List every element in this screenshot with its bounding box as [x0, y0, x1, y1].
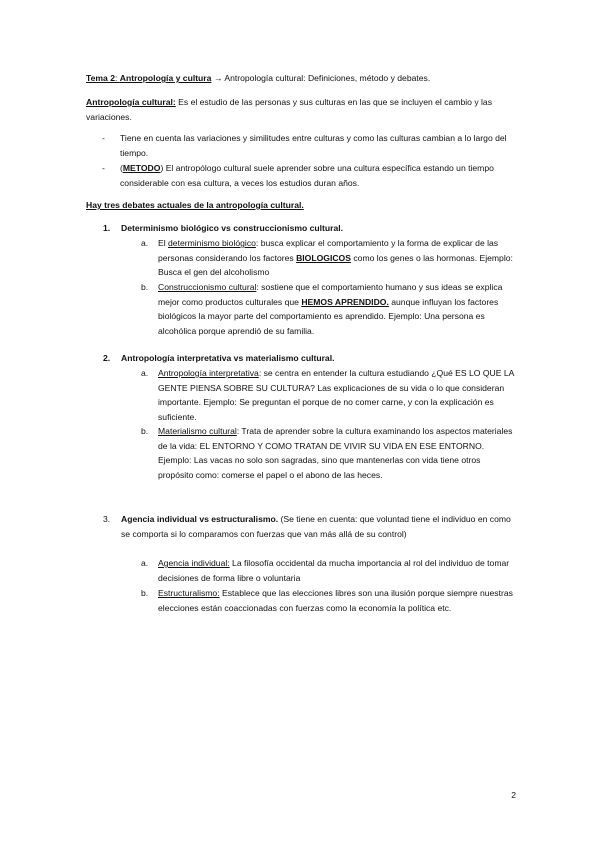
debate-subitem: [141, 556, 516, 585]
sub-term: determinismo biológico: [168, 238, 256, 248]
sub-text: [158, 424, 516, 482]
sub-pre: El: [158, 238, 169, 248]
debate-title-text: [121, 512, 516, 541]
topic-subtitle: Antropología cultural: Definiciones, método y debates.: [224, 73, 431, 83]
sub-letter: a.: [141, 238, 149, 248]
sub-term: Construccionismo cultural: [158, 282, 257, 292]
debate-subitem: [141, 586, 516, 615]
sub-body: : se centra en entender la cultura estudiando ¿Qué ES LO QUE LA GENTE PIENSA SOBRE SU CULTURA? Las explicaciones de su vida o lo que consideran importante. Ejemplo: Se preguntan el porque de no comer carne, y con la explicación es suficiente.: [158, 368, 514, 422]
sub-term: Antropología interpretativa: [158, 368, 259, 378]
debate-note: (Se tiene en cuenta: que voluntad tiene el individuo en como se comporta si lo comparamos con fuerzas que van más allá de su control): [121, 514, 511, 539]
sub-body: : busca explicar el comportamiento y la forma de explicar de las personas considerando los factores: [158, 238, 499, 263]
method-text: El antropólogo cultural suele aprender sobre una cultura específica estando un tiempo considerable con esa cultura, a veces los estudios duran años.: [120, 163, 494, 188]
topic-header: [86, 71, 516, 86]
topic-separator: :: [114, 73, 120, 83]
sub-body: : sostiene que el comportamiento humano y sus ideas se explica mejor como productos culturales que: [158, 282, 503, 307]
dash-list-item: [102, 131, 516, 160]
dash-item-text: Tiene en cuenta las variaciones y similitudes entre culturas y como las culturas cambian a lo largo del tiempo.: [120, 133, 507, 158]
sub-body-2: aunque influyan los factores biológicos la mayor parte del comportamiento es aprendido. Ejemplo: Una persona es alcohólica porque aprendió de su familia.: [158, 296, 499, 336]
sub-body: : Trata de aprender sobre la cultura examinando los aspectos materiales de la vida: EL ENTORNO Y COMO TRATAN DE VIVIR SU VIDA EN ESE ENTORNO. Ejemplo: Las vacas no solo son sagradas, sino que mantenerlas con vida tiene otros propósito como: comerse el papel o el abono de las heces.: [158, 426, 513, 480]
paren-close: ): [160, 163, 164, 173]
definition-text: Es el estudio de las personas y sus culturas en las que se incluyen el cambio y las variaciones.: [86, 97, 492, 122]
debate-title: [103, 512, 516, 541]
sub-term: Materialismo cultural: [158, 426, 237, 436]
dash-marker: -: [102, 133, 105, 143]
sub-letter: b.: [141, 426, 149, 436]
paren-open: (: [120, 163, 123, 173]
sub-term: Estructuralismo:: [158, 588, 220, 598]
debate-number: 3.: [103, 514, 111, 524]
debate-number: 2.: [103, 353, 111, 363]
topic-label: Tema 2: [86, 73, 115, 83]
sub-letter: b.: [141, 588, 149, 598]
sub-letter: b.: [141, 282, 149, 292]
debate-title: [103, 221, 516, 236]
dash-marker: -: [102, 163, 105, 173]
sub-text: [158, 556, 516, 585]
definition-paragraph: [86, 95, 516, 124]
sub-body-2: como los genes o las hormonas. Ejemplo: Busca el gen del alcoholismo: [158, 252, 513, 278]
debate-subitem: [141, 236, 516, 280]
sub-keyword: HEMOS APRENDIDO.: [301, 296, 389, 307]
debate-number: 1.: [103, 223, 111, 233]
debate-title-text: Determinismo biológico vs construccionismo cultural.: [121, 223, 344, 233]
debate-title: [103, 351, 516, 366]
sub-text: [158, 586, 516, 615]
sub-body: La filosofía occidental da mucha importancia al rol del individuo de tomar decisiones de forma libre o voluntaria: [158, 558, 510, 583]
sub-letter: a.: [141, 368, 149, 378]
sub-letter: a.: [141, 558, 149, 568]
debate-subitem: [141, 280, 516, 338]
debates-heading: Hay tres debates actuales de la antropología cultural.: [86, 200, 304, 210]
sub-body: Establece que las elecciones libres son una ilusión porque siempre nuestras elecciones están coaccionadas con fuerzas como la economía la política etc.: [158, 588, 513, 613]
sub-text: [158, 280, 516, 338]
sub-text: [158, 366, 516, 424]
dash-list-item: [102, 161, 516, 190]
debate-title-text: Antropología interpretativa vs materialismo cultural.: [121, 353, 335, 363]
topic-title: Antropología y cultura: [119, 73, 212, 83]
sub-term: Agencia individual:: [158, 558, 230, 568]
arrow-icon: →: [211, 73, 225, 83]
method-keyword: METODO: [122, 163, 161, 173]
page-number: 2: [511, 790, 516, 800]
dash-item-text: [120, 161, 516, 190]
debate-subitem: [141, 424, 516, 482]
debate-subitem: [141, 366, 516, 424]
sub-keyword: BIOLOGICOS: [296, 252, 351, 263]
debate-title-bold: Agencia individual vs estructuralismo.: [121, 514, 279, 524]
sub-text: [158, 236, 516, 280]
definition-term: Antropología cultural:: [86, 97, 176, 107]
